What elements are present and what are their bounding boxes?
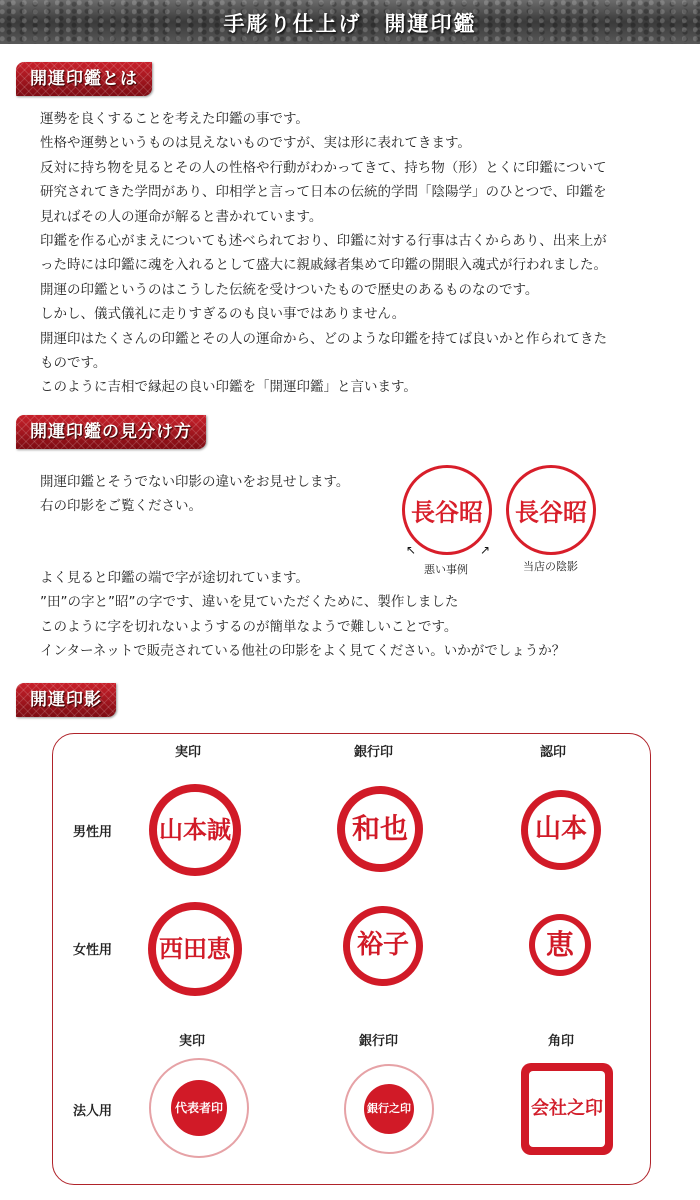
seal-corp-kakuin	[521, 1063, 613, 1155]
text-line: しかし、儀式儀礼に走りすぎるのも良い事ではありません。	[40, 306, 406, 323]
text-line: インターネットで販売されている他社の印影をよく見てください。いかがでしょうか？	[40, 643, 566, 660]
text-line: このように吉相で縁起の良い印鑑を「開運印鑑」と言います。	[40, 379, 417, 396]
text-line: 研究されてきた学問があり、印相学と言って日本の伝統的学問「陰陽学」のひとつで、印鑑を	[40, 184, 607, 201]
text-line: 印鑑を作る心がまえについても述べられており、印鑑に対する行事は古くからあり、出来上が	[40, 233, 607, 250]
row-head-corp: 法人用	[73, 1104, 113, 1119]
text-line: よく見ると印鑑の端で字が途切れています。	[40, 570, 309, 586]
text-line: 開運の印鑑というのはこうした伝統を受けついたもので歴史のあるものなのです。	[40, 281, 539, 298]
text-line: 運勢を良くすることを考えた印鑑の事です。	[40, 111, 309, 127]
page-title: 手彫り仕上げ 開運印鑑	[223, 12, 477, 36]
bad-example-caption: 悪い事例	[424, 563, 468, 576]
section1-body	[40, 107, 680, 400]
section2-body	[40, 566, 680, 664]
seal-sample-frame	[52, 733, 651, 1185]
column-head-corp-jitsuin: 実印	[179, 1034, 206, 1049]
seal-corp-jitsuin	[149, 1058, 249, 1158]
text-line: 開運印鑑とそうでない印影の違いをお見せします。	[40, 474, 350, 490]
arrow-icon: ↖	[406, 543, 417, 557]
text-line: ものです。	[40, 355, 107, 372]
seal-male-ginkoin	[337, 786, 423, 872]
seal-text: 代表者印	[171, 1080, 227, 1136]
text-line: 右の印影をご覧ください。	[40, 498, 202, 515]
seal-male-mitomein	[521, 790, 601, 870]
column-head-jitsuin: 実印	[175, 745, 202, 760]
text-line: 反対に持ち物を見るとその人の性格や行動がわかってきて、持ち物（形）とくに印鑑について	[40, 159, 607, 176]
text-line: ”田”の字と”昭”の字です、違いを見ていただくために、製作しました	[40, 594, 459, 611]
seal-female-jitsuin	[148, 902, 242, 996]
text-line: 開運印はたくさんの印鑑とその人の運命から、どのような印鑑を持てば良いかと作られてきた	[40, 330, 607, 347]
section-label-kaiun-inkan: 開運印鑑とは	[16, 62, 152, 96]
bad-example-seal-text: 長谷昭	[411, 497, 483, 527]
good-example-caption: 当店の陰影	[523, 560, 578, 573]
row-head-female: 女性用	[73, 943, 113, 958]
column-head-ginkoin: 銀行印	[354, 745, 394, 760]
seal-female-ginkoin	[343, 906, 423, 986]
seal-text: 西田恵	[156, 910, 233, 987]
section-label-kaiun-inei: 開運印影	[16, 683, 116, 717]
seal-text: 恵	[535, 920, 586, 971]
good-example-seal-text: 長谷昭	[515, 497, 587, 527]
text-line: 性格や運勢というものは見えないものですが、実は形に表れてきます。	[40, 135, 471, 152]
seal-text: 和也	[345, 794, 416, 865]
row-head-male: 男性用	[73, 825, 113, 840]
text-line: 見ればその人の運命が解ると書かれています。	[40, 208, 323, 225]
seal-female-mitomein	[529, 914, 591, 976]
seal-text: 銀行之印	[364, 1084, 414, 1134]
section-label-miwakekata: 開運印鑑の見分け方	[16, 415, 206, 449]
text-line: った時には印鑑に魂を入れるとして盛大に親戚縁者集めて印鑑の開眼入魂式が行われました。	[40, 257, 607, 274]
arrow-icon: ↗	[480, 543, 491, 557]
seal-text: 山本誠	[157, 792, 232, 867]
seal-text: 山本	[528, 797, 594, 863]
column-head-corp-kakuin: 角印	[548, 1034, 575, 1049]
text-line: このように字を切れないようするのが簡単なようで難しいことです。	[40, 618, 458, 635]
good-example-seal	[506, 465, 596, 555]
seal-text: 裕子	[350, 913, 416, 979]
seal-text: 会社之印	[529, 1071, 604, 1146]
seal-male-jitsuin	[149, 784, 241, 876]
seal-corp-ginkoin	[344, 1064, 434, 1154]
bad-example-seal	[402, 465, 492, 555]
page-header	[0, 0, 700, 44]
column-head-corp-ginkoin: 銀行印	[359, 1034, 399, 1049]
column-head-mitomein: 認印	[540, 745, 567, 760]
section2-intro	[40, 470, 400, 519]
